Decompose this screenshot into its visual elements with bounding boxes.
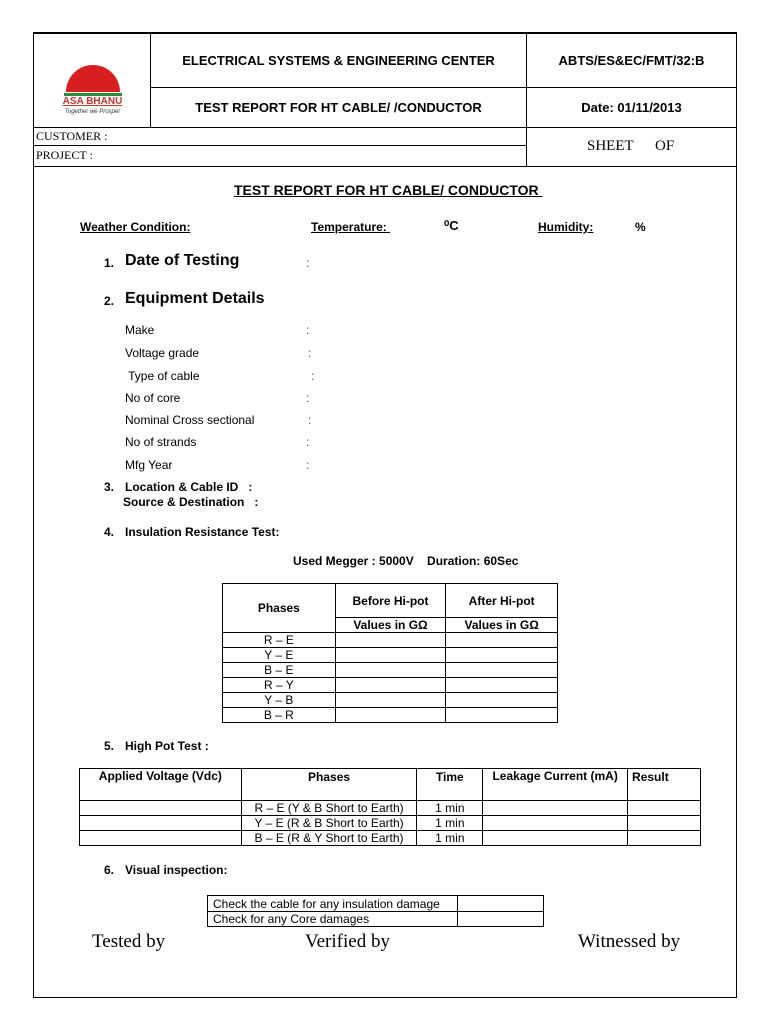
tested-by-label: Tested by [92,931,166,952]
s6-title: Visual inspection: [125,863,228,877]
ir-after-cell[interactable] [446,678,558,693]
visual-check-label: Check for any Core damages [208,912,458,927]
field-colon: : [306,435,310,449]
sheet-label: SHEET [587,138,634,154]
table-row [208,912,544,927]
s4-title: Insulation Resistance Test: [125,525,280,539]
main-title: TEST REPORT FOR HT CABLE/ CONDUCTOR [234,182,543,198]
table-row [223,693,558,708]
verified-by-label: Verified by [305,931,390,952]
hp-time-cell: 1 min [417,816,483,831]
ir-phase-cell: Y – B [223,693,336,708]
ir-after-cell[interactable] [446,693,558,708]
hp-result-cell[interactable] [628,801,701,816]
report-title: TEST REPORT FOR HT CABLE/ /CONDUCTOR [151,88,527,127]
visual-check-result[interactable] [458,896,544,912]
s2-title: Equipment Details [125,290,265,307]
ir-subheader-after: Values in GΩ [446,618,558,633]
hp-header-leakage: Leakage Current (mA) [483,769,628,801]
s5-title: High Pot Test : [125,739,209,753]
s5-number: 5. [104,739,115,753]
high-pot-table [79,768,701,846]
field-colon: : [308,413,312,427]
form-code: ABTS/ES&EC/FMT/32:B [527,34,736,88]
of-label: OF [655,138,675,154]
ir-phase-cell: R – E [223,633,336,648]
humidity-unit: % [635,220,646,234]
field-colon: : [308,346,312,360]
customer-label: CUSTOMER : [36,129,108,143]
hp-voltage-cell[interactable] [80,801,242,816]
s6-number: 6. [104,863,115,877]
ir-before-cell[interactable] [335,693,446,708]
field-label: No of strands [125,435,197,449]
table-row [223,663,558,678]
ir-phase-cell: B – E [223,663,336,678]
s3-line1: Location & Cable ID : [125,480,253,494]
report-page [33,32,737,998]
field-label: Mfg Year [125,458,173,472]
table-row [208,896,544,912]
report-date: Date: 01/11/2013 [581,100,682,115]
ir-subheader-before: Values in GΩ [335,618,446,633]
ir-after-cell[interactable] [446,648,558,663]
s3-line2: Source & Destination : [123,495,259,509]
field-colon: : [311,369,315,383]
ir-before-cell[interactable] [335,678,446,693]
ir-before-cell[interactable] [335,708,446,723]
hp-leakage-cell[interactable] [483,831,628,846]
field-label: Type of cable [125,369,200,383]
hp-phase-cell: Y – E (R & B Short to Earth) [241,816,417,831]
weather-label: Weather Condition: [80,220,191,234]
header-bottom-rule [34,166,736,167]
humidity-label: Humidity: [538,220,594,234]
ir-after-cell[interactable] [446,633,558,648]
hp-time-cell: 1 min [417,801,483,816]
ir-before-cell[interactable] [335,633,446,648]
field-colon: : [306,391,310,405]
megger-info: Used Megger : 5000V Duration: 60Sec [293,554,519,568]
ir-phase-cell: Y – E [223,648,336,663]
hp-time-cell: 1 min [417,831,483,846]
ir-header-before: Before Hi-pot [335,584,446,618]
customer-row [34,127,527,146]
insulation-resistance-table [222,583,558,723]
ir-before-cell[interactable] [335,663,446,678]
hp-header-voltage: Applied Voltage (Vdc) [80,769,242,801]
logo-tagline: Together we Prosper [64,109,121,115]
temperature-label: Temperature: [311,220,391,234]
hp-voltage-cell[interactable] [80,831,242,846]
hp-header-time: Time [417,769,483,801]
s3-number: 3. [104,480,115,494]
visual-check-result[interactable] [458,912,544,927]
logo-text: ASA BHANU [62,96,123,107]
ir-before-cell[interactable] [335,648,446,663]
sunrise-logo-icon [58,56,128,100]
hp-phase-cell: R – E (Y & B Short to Earth) [241,801,417,816]
ir-phase-cell: R – Y [223,678,336,693]
ir-after-cell[interactable] [446,663,558,678]
ir-phase-cell: B – R [223,708,336,723]
table-row [80,801,701,816]
hp-leakage-cell[interactable] [483,801,628,816]
table-row [223,708,558,723]
field-label: Make [125,323,155,337]
temperature-unit: ⁰C [444,218,459,233]
s2-number: 2. [104,294,115,308]
ir-header-after: After Hi-pot [446,584,558,618]
org-name: ELECTRICAL SYSTEMS & ENGINEERING CENTER [151,34,527,88]
ir-after-cell[interactable] [446,708,558,723]
hp-result-cell[interactable] [628,816,701,831]
s4-number: 4. [104,525,115,539]
table-row [80,816,701,831]
hp-voltage-cell[interactable] [80,816,242,831]
hp-header-result: Result [628,769,701,801]
hp-result-cell[interactable] [628,831,701,846]
logo-cell [34,34,151,127]
visual-inspection-table [207,895,544,927]
s1-number: 1. [104,256,115,270]
field-colon: : [306,323,310,337]
ir-header-phases: Phases [223,584,336,633]
table-row [80,831,701,846]
table-row [223,678,558,693]
field-label: Nominal Cross sectional [125,413,255,427]
field-label: Voltage grade [125,346,200,360]
table-row [223,648,558,663]
hp-header-phases: Phases [241,769,417,801]
project-row [34,146,527,166]
s1-title: Date of Testing [125,252,240,269]
project-label: PROJECT : [36,148,93,162]
hp-phase-cell: B – E (R & Y Short to Earth) [241,831,417,846]
sheet-cell [527,127,736,166]
hp-leakage-cell[interactable] [483,816,628,831]
field-label: No of core [125,391,181,405]
witnessed-by-label: Witnessed by [578,931,681,952]
s1-colon: : [306,256,310,270]
field-colon: : [306,458,310,472]
table-row [223,633,558,648]
visual-check-label: Check the cable for any insulation damage [208,896,458,912]
header-block [34,34,736,166]
